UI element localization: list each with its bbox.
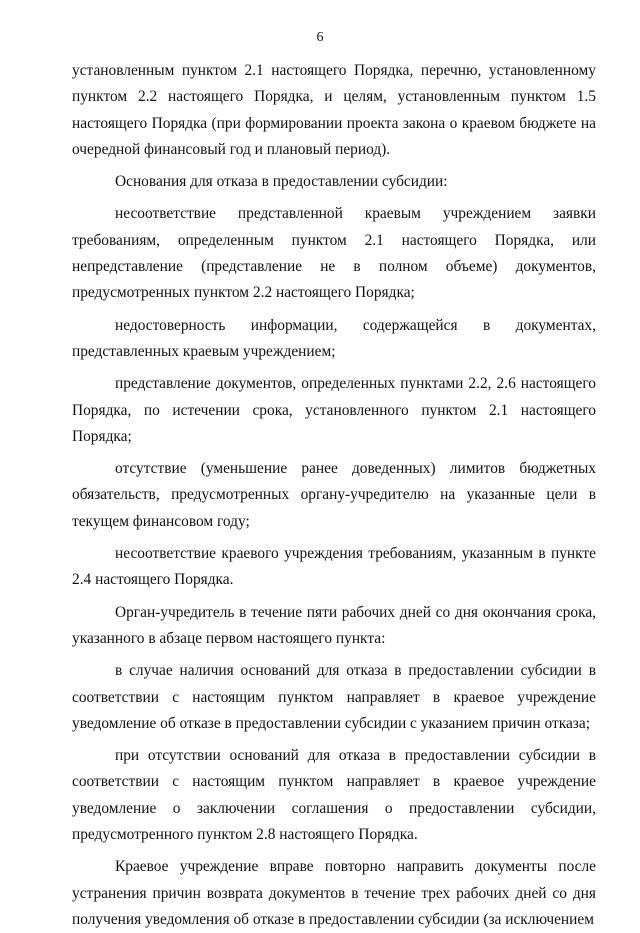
paragraph-founder-actions: Орган-учредитель в течение пяти рабочих дней со дня окончания срока, указанного в абзаце первом настоящего пункта: — [72, 603, 596, 647]
paragraph-ground-institution-nonconformity: несоответствие краевого учреждения требованиям, указанным в пункте 2.4 настоящего Порядка. — [72, 545, 596, 589]
paragraph-refusal-notice: в случае наличия оснований для отказа в предоставлении субсидии в соответствии с настоящим пунктом направляет в краевое учреждение уведомление об отказе в предоставлении субсидии с указанием причин отказа; — [72, 662, 596, 732]
paragraph-continuation: установленным пунктом 2.1 настоящего Порядка, перечню, установленному пунктом 2.2 настоящего Порядка, и целям, установленным пунктом 1.5 настоящего Порядка (при формировании проекта закона о краевом бюджете на очередной финансовый год и плановый период). — [72, 62, 596, 158]
paragraph-agreement-notice: при отсутствии оснований для отказа в предоставлении субсидии в соответствии с настоящим пунктом направляет в краевое учреждение уведомление о заключении соглашения о предоставлении субсидии, предусмотренного пунктом 2.8 настоящего Порядка. — [72, 747, 596, 844]
document-body — [72, 58, 596, 933]
paragraph-ground-unreliable-info: недостоверность информации, содержащейся в документах, представленных краевым учреждением; — [72, 316, 596, 360]
paragraph-ground-nonconformity-application: несоответствие представленной краевым учреждением заявки требованиям, определенным пунктом 2.1 настоящего Порядка, или непредставление (представление не в полном объеме) документов, предусмотренных пунктом 2.2 настоящего Порядка; — [72, 205, 596, 302]
paragraph-ground-no-budget-limits: отсутствие (уменьшение ранее доведенных) лимитов бюджетных обязательств, предусмотренных органу-учредителю на указанные цели в текущем финансовом году; — [72, 460, 596, 530]
paragraph-refusal-grounds-heading: Основания для отказа в предоставлении субсидии: — [115, 173, 448, 191]
paragraph-resubmission: Краевое учреждение вправе повторно направить документы после устранения причин возврата документов в течение трех рабочих дней со дня получения уведомления об отказе в предоставлении субсидии (за исключением — [72, 858, 596, 928]
page-number: 6 — [316, 30, 324, 45]
paragraph-ground-late-submission: представление документов, определенных пунктами 2.2, 2.6 настоящего Порядка, по истечении срока, установленного пунктом 2.1 настоящего Порядка; — [72, 375, 596, 445]
